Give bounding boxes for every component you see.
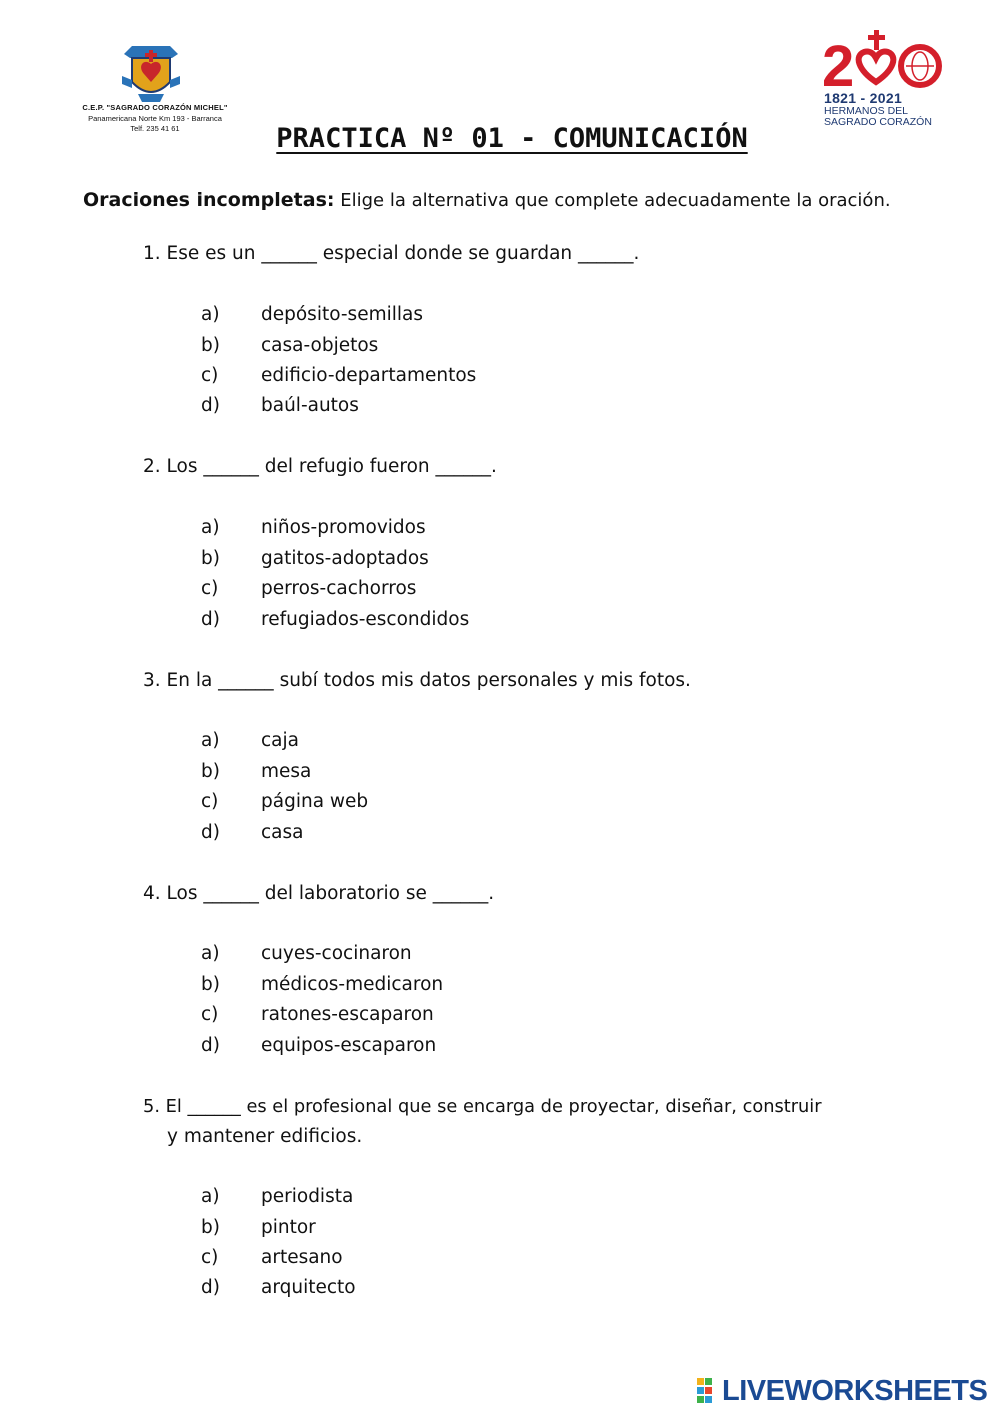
instruction-label: Oraciones incompletas: [83,189,335,211]
question-4: 4. Los ______ del laboratorio se ______. [143,883,495,904]
option-1a[interactable] [201,304,423,325]
option-letter: c) [201,365,219,386]
option-1d[interactable] [201,395,359,416]
option-2a[interactable] [201,517,426,538]
option-text: perros-cachorros [261,578,417,599]
option-5b[interactable] [201,1217,316,1238]
option-4c[interactable] [201,1004,434,1025]
option-letter: c) [201,578,219,599]
option-3a[interactable] [201,730,299,751]
bicentenary-line-1: HERMANOS DEL [824,105,909,117]
school-crest-logo [118,36,184,106]
option-1b[interactable] [201,335,378,356]
option-5a[interactable] [201,1186,353,1207]
option-3b[interactable] [201,761,311,782]
option-1c[interactable] [201,365,476,386]
option-letter: b) [201,1217,220,1238]
option-letter: b) [201,761,220,782]
option-text: arquitecto [261,1277,356,1298]
question-5-continuation: y mantener edificios. [167,1126,363,1147]
option-text: refugiados-escondidos [261,609,470,630]
option-5d[interactable] [201,1277,356,1298]
option-text: casa-objetos [261,335,379,356]
liveworksheets-icon [697,1378,721,1404]
school-address: Panamericana Norte Km 193 - Barranca [88,114,222,123]
instruction-text: Elige la alternativa que complete adecuadamente la oración. [340,190,891,211]
option-letter: b) [201,974,220,995]
school-phone: Telf. 235 41 61 [130,124,180,133]
option-text: depósito-semillas [261,304,423,325]
option-letter: c) [201,1004,219,1025]
option-letter: b) [201,548,220,569]
option-letter: d) [201,1035,220,1056]
option-4d[interactable] [201,1035,436,1056]
option-letter: b) [201,335,220,356]
option-letter: a) [201,943,220,964]
option-text: niños-promovidos [261,517,426,538]
liveworksheets-brand: LIVEWORKSHEETS [722,1375,988,1407]
option-4b[interactable] [201,974,443,995]
question-3: 3. En la ______ subí todos mis datos personales y mis fotos. [143,670,691,691]
svg-text:2: 2 [822,34,855,92]
option-letter: a) [201,1186,220,1207]
option-3c[interactable] [201,791,368,812]
option-text: edificio-departamentos [261,365,477,386]
option-2c[interactable] [201,578,416,599]
bicentenary-line-2: SAGRADO CORAZÓN [824,116,932,128]
option-letter: a) [201,517,220,538]
option-2b[interactable] [201,548,429,569]
option-text: casa [261,822,304,843]
option-letter: d) [201,822,220,843]
option-2d[interactable] [201,609,469,630]
option-5c[interactable] [201,1247,343,1268]
option-letter: c) [201,791,219,812]
option-text: equipos-escaparon [261,1035,437,1056]
option-3d[interactable] [201,822,303,843]
option-text: periodista [261,1186,354,1207]
option-letter: d) [201,395,220,416]
option-text: caja [261,730,299,751]
bicentenary-logo [822,30,950,92]
instruction [83,189,891,211]
bicentenary-years: 1821 - 2021 [824,90,903,106]
option-text: pintor [261,1217,316,1238]
option-text: ratones-escaparon [261,1004,434,1025]
question-5: 5. El ______ es el profesional que se encarga de proyectar, diseñar, construir [143,1096,822,1117]
question-1: 1. Ese es un ______ especial donde se guardan ______. [143,243,640,264]
option-letter: a) [201,730,220,751]
question-2: 2. Los ______ del refugio fueron ______. [143,456,497,477]
option-text: página web [261,791,369,812]
option-letter: c) [201,1247,219,1268]
option-text: médicos-medicaron [261,974,444,995]
option-text: gatitos-adoptados [261,548,429,569]
option-text: mesa [261,761,312,782]
school-name: C.E.P. "SAGRADO CORAZÓN MICHEL" [82,103,228,112]
option-text: baúl-autos [261,395,359,416]
option-letter: d) [201,1277,220,1298]
option-letter: a) [201,304,220,325]
option-4a[interactable] [201,943,412,964]
option-text: cuyes-cocinaron [261,943,412,964]
page-title: PRACTICA Nº 01 - COMUNICACIÓN [276,123,748,154]
option-text: artesano [261,1247,343,1268]
option-letter: d) [201,609,220,630]
